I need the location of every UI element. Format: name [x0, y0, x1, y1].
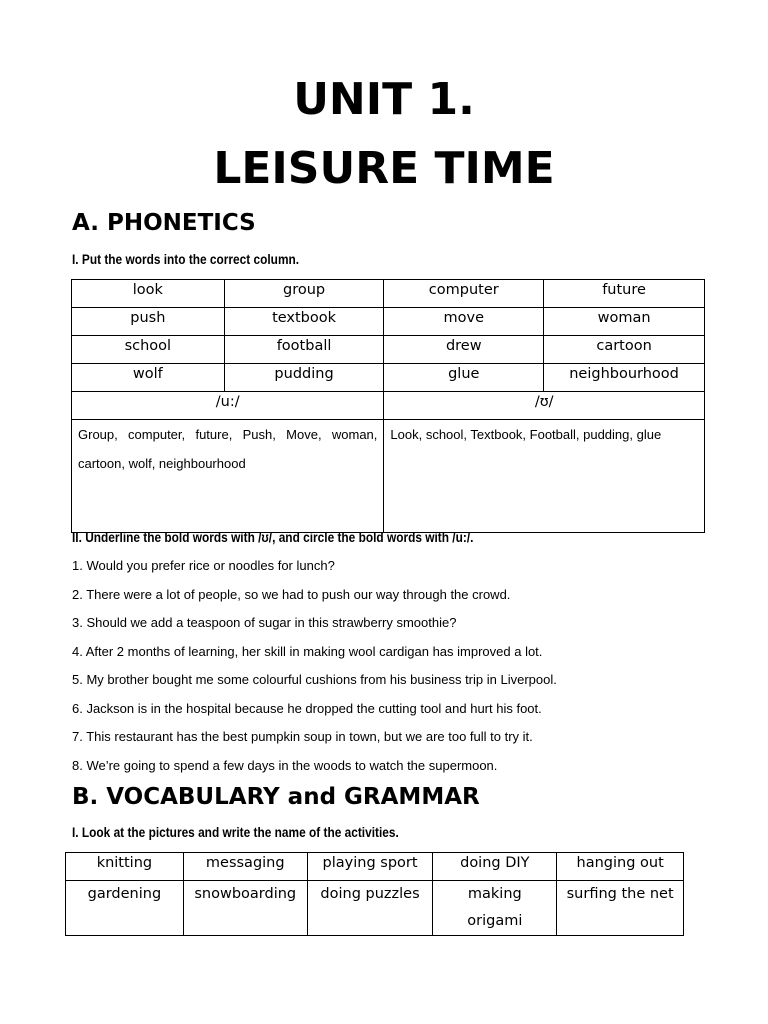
section-b-heading: B. VOCABULARY and GRAMMAR — [72, 784, 480, 810]
task-a1: I. Put the words into the correct column. — [72, 252, 300, 267]
word-cell: textbook — [224, 308, 384, 336]
word-cell: move — [384, 308, 544, 336]
table-row — [66, 853, 684, 881]
symbol-u-long: /u:/ — [72, 392, 384, 420]
word-cell: woman — [544, 308, 705, 336]
activity-cell: making origami — [433, 881, 557, 936]
activity-cell: hanging out — [557, 853, 684, 881]
table-row — [72, 364, 705, 392]
unit-subtitle: LEISURE TIME — [213, 143, 555, 194]
activity-cell: surfing the net — [557, 881, 684, 936]
table-row — [72, 280, 705, 308]
activity-cell: knitting — [66, 853, 184, 881]
activity-cell: doing puzzles — [307, 881, 433, 936]
list-item: 8. We’re going to spend a few days in the woods to watch the supermoon. — [72, 757, 498, 773]
answer-u-short[interactable]: Look, school, Textbook, Football, pudding, glue — [384, 420, 705, 533]
sentence-list — [72, 556, 557, 784]
word-cell: football — [224, 336, 384, 364]
word-cell: drew — [384, 336, 544, 364]
word-cell: future — [544, 280, 705, 308]
word-cell: look — [72, 280, 225, 308]
word-cell: wolf — [72, 364, 225, 392]
answer-u-long[interactable]: Group, computer, future, Push, Move, woman, cartoon, wolf, neighbourhood — [72, 420, 384, 533]
table-row — [66, 881, 684, 936]
word-cell: pudding — [224, 364, 384, 392]
word-cell: push — [72, 308, 225, 336]
activity-cell: playing sport — [307, 853, 433, 881]
list-item: 7. This restaurant has the best pumpkin soup in town, but we are too full to try it. — [72, 729, 533, 744]
table-row — [72, 392, 705, 420]
activity-cell: messaging — [183, 853, 307, 881]
list-item: 2. There were a lot of people, so we had to push our way through the crowd. — [72, 586, 511, 602]
word-cell: glue — [384, 364, 544, 392]
list-item: 1. Would you prefer rice or noodles for lunch? — [72, 558, 335, 573]
phonetics-table — [71, 279, 705, 533]
symbol-u-short: /ʊ/ — [384, 392, 705, 420]
activity-cell: doing DIY — [433, 853, 557, 881]
activities-table — [65, 852, 684, 936]
list-item: 3. Should we add a teaspoon of sugar in this strawberry smoothie? — [72, 615, 457, 630]
table-row — [72, 336, 705, 364]
word-cell: group — [224, 280, 384, 308]
task-b1: I. Look at the pictures and write the name of the activities. — [72, 825, 399, 840]
word-cell: neighbourhood — [544, 364, 705, 392]
table-row — [72, 420, 705, 533]
word-cell: cartoon — [544, 336, 705, 364]
word-cell: computer — [384, 280, 544, 308]
list-item: 5. My brother bought me some colourful cushions from his business trip in Liverpool. — [72, 672, 557, 687]
section-a-heading: A. PHONETICS — [72, 210, 256, 236]
list-item: 4. After 2 months of learning, her skill in making wool cardigan has improved a lot. — [72, 643, 543, 659]
table-row — [72, 308, 705, 336]
word-cell: school — [72, 336, 225, 364]
unit-title: UNIT 1. — [293, 74, 475, 125]
task-a2: II. Underline the bold words with /ʊ/, and circle the bold words with /u:/. — [72, 530, 474, 545]
activity-cell: gardening — [66, 881, 184, 936]
activity-cell: snowboarding — [183, 881, 307, 936]
list-item: 6. Jackson is in the hospital because he dropped the cutting tool and hurt his foot. — [72, 700, 542, 716]
